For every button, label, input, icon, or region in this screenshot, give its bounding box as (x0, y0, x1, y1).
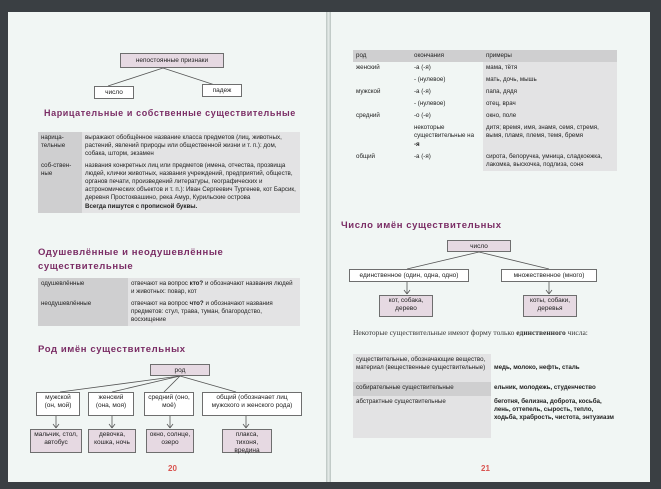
category-cell: абстрактные существительные (353, 396, 491, 438)
examples-cell: медь, молоко, нефть, сталь (494, 363, 580, 371)
number-example-plural: коты, собаки, деревья (523, 295, 577, 317)
examples-cell: окно, поле (483, 110, 617, 122)
examples-cell: отец, врач (483, 98, 617, 110)
gender-box-neuter: средний (оно, моё) (144, 392, 194, 416)
diagram-child-case: падеж (202, 84, 242, 97)
gender-example-masculine: мальчик, стол, автобус (30, 429, 82, 453)
examples-cell: беготня, белизна, доброта, косьба, лень, оттепель, сырость, тепло, ходьба, храбрость, чистота, энтузиазм (494, 398, 615, 422)
section-heading-common-proper: Нарицательные и собственные существительные (44, 108, 296, 118)
desc-cell: отвечают на вопрос кто? и обозначают названия людей и животных: повар, кот (128, 278, 300, 298)
right-page (331, 12, 650, 482)
ending-cell: - (нулевое) (414, 76, 446, 84)
category-cell: собирательные существительные (353, 382, 491, 396)
ending-cell: -а (-я) (414, 152, 431, 160)
table-row (353, 396, 617, 438)
ending-cell: -а (-я) (414, 88, 431, 96)
page-number-left: 20 (168, 464, 177, 473)
header-endings: окончания (414, 52, 444, 59)
number-root-box: число (447, 240, 511, 252)
examples-cell: мама, тётя (483, 62, 617, 74)
table-row (353, 354, 617, 382)
term-cell: одушевлённые (38, 278, 128, 298)
ending-cell: некоторые существительные на -я (414, 124, 475, 148)
header-gender: род (356, 52, 367, 59)
table-row (353, 382, 617, 396)
ending-cell: -а (-я) (414, 64, 431, 72)
diagram-root-nonconstant: непостоянные признаки (120, 53, 224, 68)
gender-cell: женский (356, 64, 380, 72)
gender-box-feminine: женский (она, моя) (88, 392, 134, 416)
gender-example-neuter: окно, солнце, озеро (146, 429, 194, 453)
term-cell: нарица-тельные (38, 132, 82, 160)
intro-emphasis: единственного (516, 328, 566, 337)
gender-cell: мужской (356, 88, 381, 96)
diagram-child-number: число (94, 86, 134, 99)
examples-cell: ельник, молодежь, студенчество (494, 384, 596, 391)
gender-example-common: плакса, тихоня, вредина (222, 429, 272, 453)
section-heading-animate-line2: существительные (38, 261, 134, 272)
ending-cell: -о (-е) (414, 112, 431, 120)
term-cell: неодушевлённые (38, 298, 128, 326)
examples-cell: мать, дочь, мышь (483, 74, 617, 86)
number-box-singular: единственное (один, одна, одно) (349, 269, 469, 282)
gender-example-feminine: девочка, кошка, ночь (88, 429, 136, 453)
left-page (8, 12, 326, 482)
term-cell: соб-ствен-ные (38, 160, 82, 212)
question-word: что? (189, 300, 204, 308)
number-example-singular: кот, собака, дерево (379, 295, 433, 317)
examples-cell: дитя; время, имя, знамя, семя, стремя, вымя, пламя, племя, темя, бремя (483, 122, 617, 150)
gender-cell: общий (356, 152, 375, 160)
examples-cell: сирота, белоручка, умница, сладкоежка, лакомка, выскочка, подлиза, соня (483, 151, 617, 171)
emphasis-text: Всегда пишутся с прописной буквы. (85, 202, 198, 210)
desc-cell: отвечают на вопрос что? и обозначают названия предметов: стул, трава, туман, благородство, восхищение (128, 298, 300, 326)
desc-text: названия конкретных лиц или предметов (имена, отчества, прозвища людей, клички животных, названия учреждений, предприятий, обществ, органов печати, произведений литературы, географических и астрономических объектов и т. п.): Иван Сергеевич Тургенев, кот Барсик, деревня Простоквашино, река Амур, Курильские острова (85, 162, 296, 202)
page-number-right: 21 (481, 464, 490, 473)
section-heading-gender: Род имён существительных (38, 344, 186, 355)
section-heading-number: Число имён существительных (341, 220, 502, 231)
singular-only-intro: Некоторые существительные имеют форму только единственного числа: (353, 328, 588, 337)
question-word: кто? (189, 280, 204, 287)
number-box-plural: множественное (много) (501, 269, 597, 282)
examples-cell: папа, дядя (483, 86, 617, 98)
ending-cell: - (нулевое) (414, 100, 446, 108)
gender-cell: средний (356, 112, 380, 120)
gender-box-masculine: мужской (он, мой) (36, 392, 80, 416)
desc-cell: выражают обобщённое название класса предметов (лиц, животных, растений, явлений природы или общественной жизни и т. п.): дом, собака, шторм, экзамен (82, 132, 300, 160)
header-examples: примеры (486, 52, 512, 59)
category-cell: существительные, обозначающие вещество, материал (вещественные существительные) (353, 354, 491, 382)
singular-only-table (353, 354, 617, 438)
section-heading-animate-line1: Одушевлённые и неодушевлённые (38, 247, 224, 258)
gender-box-common: общий (обозначает лиц мужского и женского рода) (202, 392, 302, 416)
gender-root-box: род (150, 364, 210, 376)
